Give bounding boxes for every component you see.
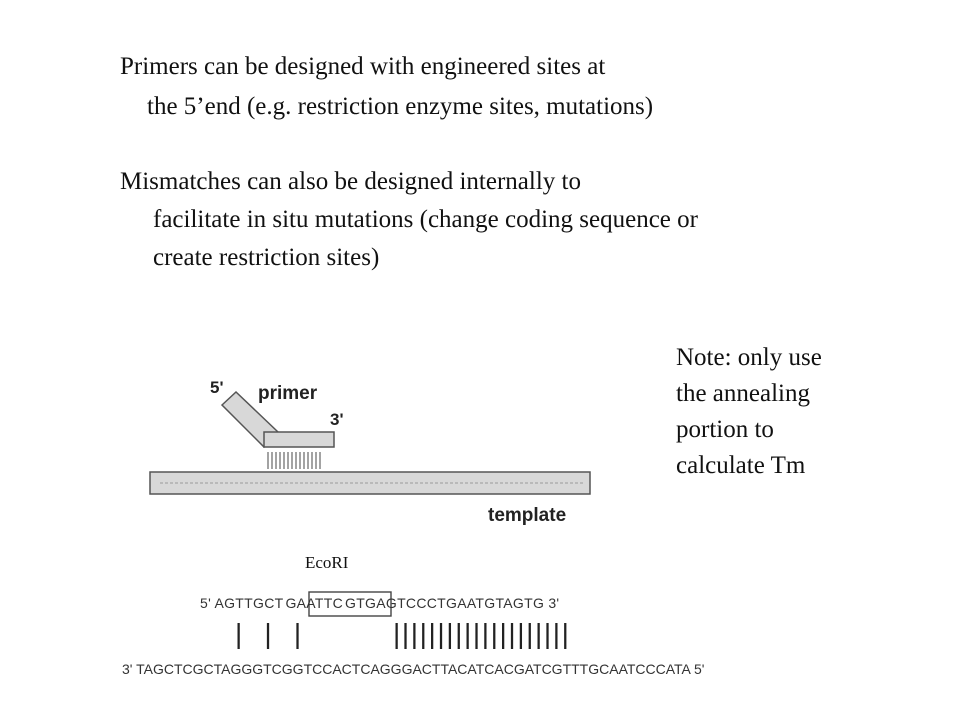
top-strand bbox=[200, 595, 559, 611]
note-line: portion to bbox=[676, 416, 774, 443]
paragraph-2-line-3: create restriction sites) bbox=[153, 244, 380, 271]
top-strand-suffix: GTGAGTCCCTGAATGTAGTG 3' bbox=[345, 595, 560, 611]
paragraph-1-line-1: Primers can be designed with engineered sites at bbox=[120, 53, 606, 80]
note-line: calculate Tm bbox=[676, 452, 806, 479]
paragraph-1-line-2: the 5’end (e.g. restriction enzyme sites, mutations) bbox=[147, 93, 654, 120]
top-strand-prefix: 5' AGTTGCT bbox=[200, 595, 284, 611]
three-prime-label: 3' bbox=[330, 410, 344, 429]
paragraph-2-line-2: facilitate in situ mutations (change coding sequence or bbox=[153, 206, 698, 233]
note-line: Note: only use bbox=[676, 344, 822, 371]
ecori-label: EcoRI bbox=[305, 553, 349, 572]
template-label: template bbox=[488, 505, 567, 526]
bottom-strand: 3' TAGCTCGCTAGGGTCGGTCCACTCAGGGACTTACATCACGATCGTTTGCAATCCCATA 5' bbox=[122, 661, 705, 677]
base-pair-ticks bbox=[268, 452, 320, 469]
paragraph-2-line-1: Mismatches can also be designed internally to bbox=[120, 168, 581, 195]
pairing-bars-right: |||||||||||||||||||| bbox=[393, 618, 571, 649]
note-line: the annealing bbox=[676, 380, 810, 407]
ecori-site-sequence: GAATTC bbox=[285, 595, 344, 611]
primer-label: primer bbox=[258, 383, 318, 404]
pairing-bars-left: | | | bbox=[235, 618, 304, 649]
five-prime-label: 5' bbox=[210, 378, 224, 397]
primer-annealing-portion bbox=[264, 432, 334, 447]
